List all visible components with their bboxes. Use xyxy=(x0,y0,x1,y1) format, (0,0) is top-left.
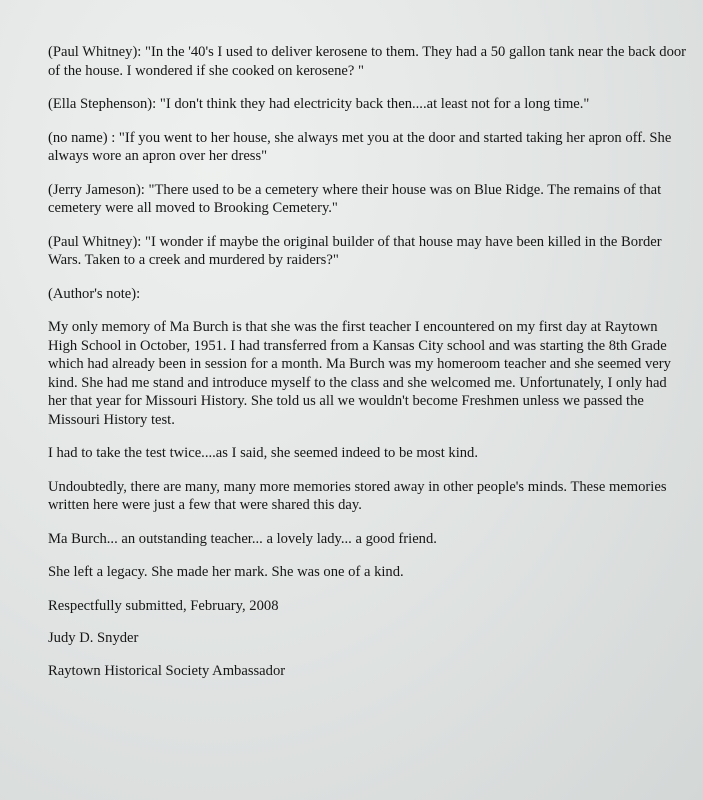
test-twice-paragraph: I had to take the test twice....as I said, she seemed indeed to be most kind. xyxy=(48,445,478,461)
authors-memory-paragraph: My only memory of Ma Burch is that she was the first teacher I encountered on my first day at Raytown High School in October, 1951. I had transferred from a Kansas City school and was starting the 8th Grade which had already been in session for a month. Ma Burch was my homeroom teacher and she seemed very kind. She had me stand and introduce myself to the class and she welcomed me. Unfortunately, I only had her that year for Missouri History. She told us all we wouldn't become Freshmen unless we passed the Missouri History test. xyxy=(48,319,671,428)
quote-jerry-jameson: (Jerry Jameson): "There used to be a cemetery where their house was on Blue Ridge. The remains of that cemetery were all moved to Brooking Cemetery." xyxy=(48,181,662,216)
submitted-date: Respectfully submitted, February, 2008 xyxy=(48,597,279,614)
memories-paragraph: Undoubtedly, there are many, many more memories stored away in other people's minds. These memories written here were just a few that were shared this day. xyxy=(48,478,667,513)
author-title: Raytown Historical Society Ambassador xyxy=(48,662,286,679)
quote-paul-whitney-kerosene: (Paul Whitney): "In the '40's I used to deliver kerosene to them. They had a 50 gallon tank near the back door of the house. I wondered if she cooked on kerosene? " xyxy=(48,44,687,79)
legacy-line: She left a legacy. She made her mark. She was one of a kind. xyxy=(48,564,404,580)
document-body xyxy=(48,43,688,694)
tribute-line: Ma Burch... an outstanding teacher... a lovely lady... a good friend. xyxy=(48,530,437,547)
authors-note-heading: (Author's note): xyxy=(48,285,141,302)
author-name: Judy D. Snyder xyxy=(48,630,139,646)
quote-no-name: (no name) : "If you went to her house, she always met you at the door and started taking her apron off. She always wore an apron over her dress" xyxy=(48,129,672,164)
quote-paul-whitney-border-wars: (Paul Whitney): "I wonder if maybe the original builder of that house may have been killed in the Border Wars. Taken to a creek and murdered by raiders?" xyxy=(48,233,662,268)
quote-ella-stephenson: (Ella Stephenson): "I don't think they had electricity back then....at least not for a long time." xyxy=(48,96,590,112)
